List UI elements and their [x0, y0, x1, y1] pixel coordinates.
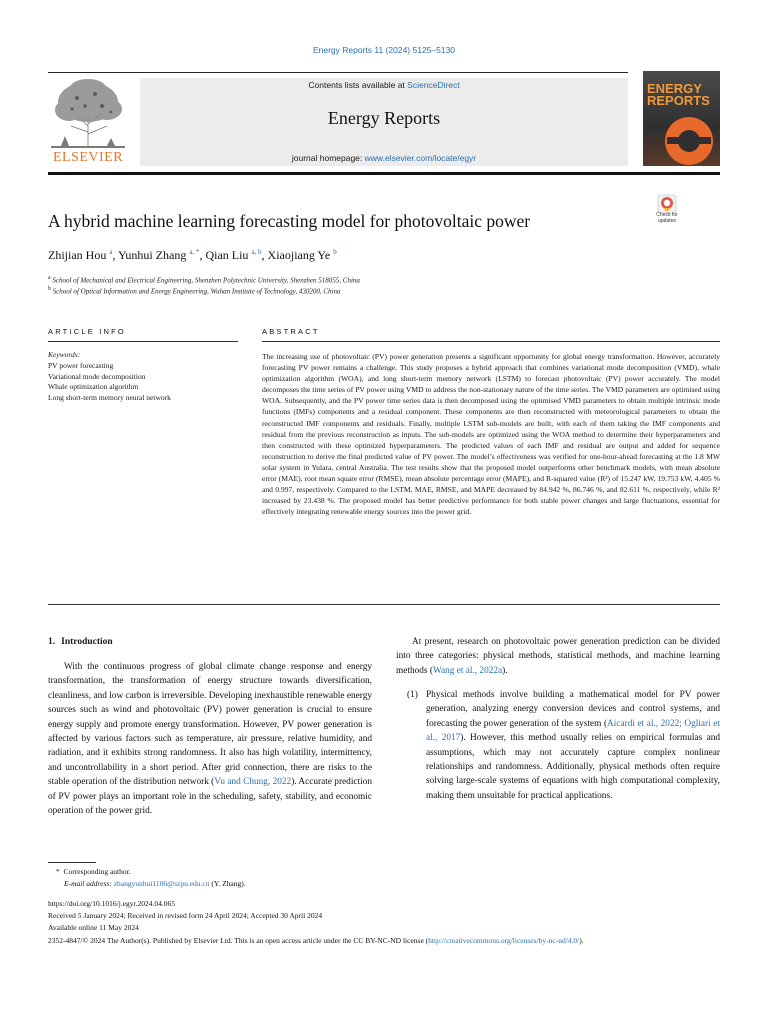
paragraph-text: ). Accurate prediction of PV power plays an important role in the scheduling, safety, stability, and economic operation of the power grid. — [48, 777, 372, 817]
citation-link[interactable]: Vu and Chung, 2022 — [214, 777, 292, 788]
affiliation-a — [48, 275, 360, 284]
paper-title: A hybrid machine learning forecasting model for photovoltaic power — [48, 211, 531, 231]
author-list: Zhijian Hou $^a$, Yunhui Zhang $^{a, *}$, Qian Liu $^{a, b}$, Xiaojiang Ye $^b$ — [48, 248, 337, 262]
affiliation-text: School of Optical Information and Energy Engineering, Wuhan Institute of Technology, 430200, China — [52, 287, 341, 296]
keywords-label: Keywords: — [48, 350, 81, 359]
paragraph-text: ). — [502, 665, 508, 676]
email-suffix: (Y. Zhang). — [209, 879, 246, 888]
keyword-item: Whale optimization algorithm — [48, 382, 139, 392]
homepage-link[interactable]: www.elsevier.com/locate/egyr — [364, 153, 477, 163]
sciencedirect-link[interactable]: ScienceDirect — [407, 80, 460, 90]
keyword-item: Long short-term memory neural network — [48, 393, 171, 403]
homepage-prefix: journal homepage: — [291, 153, 365, 163]
cover-e-glyph-icon — [653, 111, 719, 166]
author-name: Yunhui Zhang — [118, 248, 187, 262]
affiliation-text: School of Mechanical and Electrical Engineering, Shenzhen Polytechnic University, Shenzhen 518055, China — [52, 276, 360, 285]
affiliation-mark: b — [48, 286, 51, 292]
footnote-mark: * — [56, 867, 60, 876]
section-title: Introduction — [61, 637, 113, 647]
available-online: Available online 11 May 2024 — [48, 923, 139, 932]
crossmark-label-line1: Check for — [656, 212, 678, 218]
email-note — [64, 878, 246, 889]
author-affiliation-mark[interactable]: a, b — [251, 248, 262, 256]
contents-prefix: Contents lists available at — [308, 80, 408, 90]
affiliation-mark: a — [48, 275, 51, 281]
journal-cover-thumbnail[interactable] — [643, 71, 720, 166]
footnote-text: Corresponding author. — [63, 867, 131, 876]
paragraph-text: Physical methods involve building a mathematical model for PV power generation, analyzing energy conversion devices and control systems, and forecasting the power generation of the system ( — [426, 690, 720, 729]
article-info-heading: ARTICLE INFO — [48, 327, 126, 336]
crossmark-label — [646, 213, 688, 224]
abstract-bottom-rule — [48, 604, 720, 605]
section-heading-introduction — [48, 637, 113, 647]
section-number: 1. — [48, 637, 56, 647]
journal-reference[interactable]: Energy Reports 11 (2024) 5125–5130 — [312, 45, 456, 55]
list-item — [426, 688, 720, 803]
corresponding-author-note — [56, 866, 131, 877]
keywords-block — [48, 350, 238, 404]
footnote-rule — [48, 862, 96, 863]
paragraph-text: With the continuous progress of global climate change response and energy transformation, the transformation of energy structure towards diversification, cleanliness, and low carbon is irreversible. Developing inexhaustible renewable energy sources such as wind and photovoltaic (PV) power generation is crucial to ensure energy supply and promote energy transformation. However, PV power generation is affected by various factors such as temperature, air pressure, relative humidity, and radiation, and it exhibits strong randomness. It also has high volatility, intermittency, and uncontrollability in a short period. After grid connection, there are risks to the stable operation of the distribution network ( — [48, 662, 372, 788]
article-info-rule — [48, 341, 238, 342]
email-label: E-mail address: — [64, 879, 114, 888]
journal-title[interactable]: Energy Reports — [327, 108, 441, 128]
license-statement — [48, 935, 720, 946]
citation-link[interactable]: Wang et al., 2022a — [432, 665, 503, 676]
affiliation-b — [48, 286, 341, 295]
doi-link[interactable]: https://doi.org/10.1016/j.egyr.2024.04.065 — [48, 899, 175, 908]
publisher-name: ELSEVIER — [52, 150, 124, 165]
license-link[interactable]: http://creativecommons.org/licenses/by-nc-nd/4.0/ — [428, 936, 580, 945]
intro-paragraph-2 — [396, 635, 720, 678]
paragraph-text: At present, research on photovoltaic power generation prediction can be divided into three categories: physical methods, statistical methods, and machine learning methods ( — [396, 637, 720, 676]
contents-line — [140, 80, 628, 90]
author-name: Zhijian Hou — [48, 248, 107, 262]
citation-link[interactable]: Aicardi et al., 2022; Ogliari et al., 2017 — [426, 718, 720, 744]
abstract-heading: ABSTRACT — [262, 327, 320, 336]
abstract-text: The increasing use of photovoltaic (PV) power generation presents a significant opportunity for global energy transformation. However, accurately forecasting PV power remains a challenge. This study proposes a hybrid approach that combines variational mode decomposition (VMD), whale optimization algorithm (WOA), and long short-term memory network (LSTM) to forecast photovoltaic (PV) power accurately. The model decomposes the time series of PV power using VMD to address the non-stationary nature of the time series. The VMD parameters are optimised using WOA. Subsequently, and the PV power time series data is then decomposed using the optimised VMD parameters to obtain multiple intrinsic mode functions (IMFs) components and a residual component. These components are then reconstructed with meteorological parameters to obtain the reconstructed IMF components and residuals. Finally, multiple LSTM sub-models are built, with each of them taking the IMF components and residual from the previous reconstruction as inputs. The sub-models are optimized using the WOA method to determine their hyperparameters and then constructed with these optimized hyperparameters. The predicted values of each IMF and residual are output and added for sequence reconstruction to derive the final predicted value of PV power. The model’s effectiveness was verified for one-hour-ahead forecasting at the 1.8 MW solar system in Yulara, central Australia. The test results show that the proposed model outperforms other benchmark models, with mean absolute error (MAE), root mean square error (RMSE), mean absolute percentage error (MAPE), and R-squared value (R²) of 15.247 kW, 19.753 kW, 4.405 % and 0.997, respectively. Compared to the LSTM, MAE, RMSE, and MAPE decreased by 84.942 %, 86.746 %, and 82.611 %, respectively, while R² increased by 23.438 %. The proposed model has better predictive performance for both stable power changes and large fluctuations, essential for effectively integrating renewable energy sources into the power grid. — [262, 352, 720, 517]
author-affiliation-mark[interactable]: b — [333, 248, 337, 256]
license-text: 2352-4847/© 2024 The Author(s). Published by Elsevier Ltd. This is an open access article under the CC BY-NC-ND license ( — [48, 936, 429, 945]
license-text: ). — [579, 936, 584, 945]
list-item-number: (1) — [407, 690, 418, 700]
abstract-rule — [262, 341, 720, 342]
author-affiliation-mark[interactable]: a — [109, 248, 113, 256]
author-name: Xiaojiang Ye — [267, 248, 331, 262]
homepage-line — [140, 153, 628, 163]
keyword-item: Variational mode decomposition — [48, 371, 146, 381]
header-top-rule — [48, 72, 628, 73]
header-bottom-rule — [48, 172, 720, 175]
author-affiliation-mark[interactable]: a, * — [189, 248, 200, 256]
email-link[interactable]: zhangyunhui1106@szpu.edu.cn — [113, 879, 210, 888]
paragraph-text: ). However, this method usually relies on empirical formulas and assumptions, which may not accurately capture complex nonlinear relationships and randomness. Additionally, physical methods often require solving large-scale systems of equations with high computational complexity, making them unsuitable for practical applications. — [426, 733, 720, 801]
intro-paragraph-1 — [48, 660, 372, 818]
crossmark-label-line2: updates — [658, 217, 676, 224]
cover-title-line1: ENERGY — [647, 81, 702, 96]
received-dates: Received 5 January 2024; Received in revised form 24 April 2024; Accepted 30 April 2024 — [48, 911, 323, 920]
crossmark-icon — [657, 194, 677, 214]
keyword-item: PV power forecasting — [48, 360, 114, 370]
cover-title-line2: REPORTS — [647, 93, 710, 108]
author-name: Qian Liu — [205, 248, 249, 262]
